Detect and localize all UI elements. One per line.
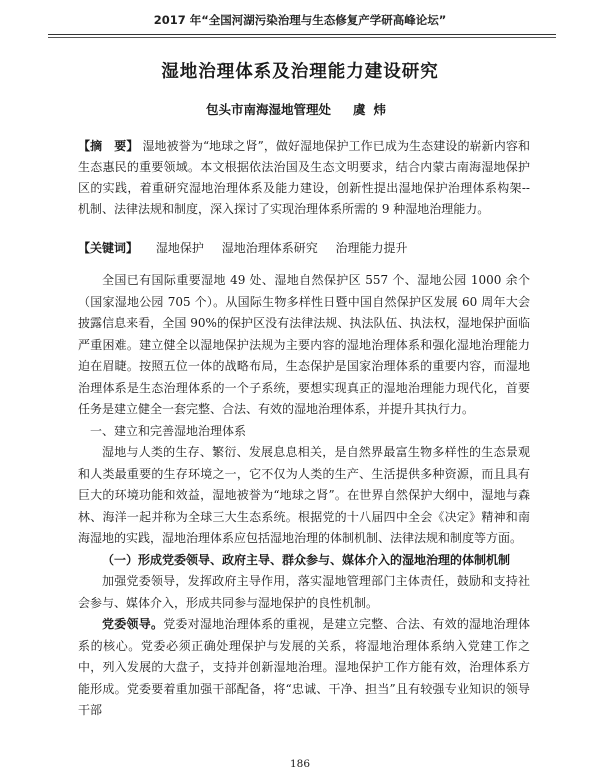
header-rule [48,34,556,35]
paragraph: 湿地与人类的生存、繁衍、发展息息相关，是自然界最富生物多样性的生态景观和人类最重要的生存环境之一，它不仅为人类的生产、生活提供多种资源，而且具有巨大的环境功能和效益，湿地被誉为“地球之肾”。在世界自然保护大纲中，湿地与森林、海洋一起并称为全球三大生态系统。根据党的十八届四中全会《决定》精神和南海湿地的实践，湿地治理体系应包括湿地治理的体制机制、法律法规和制度等方面。 [78,445,530,545]
paragraph: 全国已有国际重要湿地 49 处、湿地自然保护区 557 个、湿地公园 1000 余个（国家湿地公园 705 个）。从国际生物多样性日暨中国自然保护区发展 60 周年大会披露信息来看，全国 90%的保护区没有法律法规、执法队伍、执法权，湿地保护面临严重困难。建立健全以湿地保护法规为主要内容的湿地治理体系和强化湿地治理能力迫在眉睫。按照五位一体的战略布局，生态保护是国家治理体系的重要内容，而湿地治理体系是生态治理体系的一个子系统，要想实现真正的湿地治理能力现代化，首要任务是建立健全一套完整、合法、有效的湿地治理体系，并提升其执行力。 [78,273,530,416]
article-title: 湿地治理体系及治理能力建设研究 [161,62,439,82]
affiliation: 包头市南海湿地管理处 [205,102,331,117]
paragraph-text: 党委对湿地治理体系的重视，是建立完整、合法、有效的湿地治理体系的核心。党委必须正确处理保护与发展的关系，将湿地治理体系纳入党建工作之中，列入发展的大盘子，支持并创新湿地治理。湿地保护工作方能有效，治理体系方能形成。党委要着重加强干部配备，将“忠诚、干净、担当”且有较强专业知识的领导干部 [78,617,530,717]
abstract-text: 湿地被誉为“地球之肾”，做好湿地保护工作已成为生态建设的崭新内容和生态惠民的重要领域。本文根据依法治国及生态文明要求，结合内蒙古南海湿地保护区的实践，着重研究湿地治理体系及能力建设，创新性提出湿地保护治理体系构架--机制、法律法规和制度，深入探讨了实现治理体系所需的 9 种湿地治理能力。 [78,139,530,216]
body-text [78,270,530,722]
paragraph [78,614,530,722]
abstract-label: 【摘 要】 [78,139,139,153]
subsection-heading: （一）形成党委领导、政府主导、群众参与、媒体介入的湿地治理的体制机制 [102,552,511,567]
abstract [78,136,530,220]
paragraph: 加强党委领导，发挥政府主导作用，落实湿地管理部门主体责任，鼓励和支持社会参与、媒体介入，形成共同参与湿地保护的良性机制。 [78,574,530,610]
section-heading: 一、建立和完善湿地治理体系 [90,423,247,438]
author-line [0,100,600,118]
paragraph-lead: 党委领导。 [102,617,164,631]
header-rule-thin [48,37,556,38]
running-header: 2017 年“全国河湖污染治理与生态修复产学研高峰论坛” [153,13,447,27]
keyword: 湿地治理体系研究 [221,241,318,255]
keyword: 治理能力提升 [335,241,408,255]
keyword: 湿地保护 [155,241,204,255]
author-name: 虞炜 [353,102,395,117]
keywords [78,238,530,258]
page-number: 186 [289,758,311,770]
keywords-label: 【关键词】 [78,241,139,255]
